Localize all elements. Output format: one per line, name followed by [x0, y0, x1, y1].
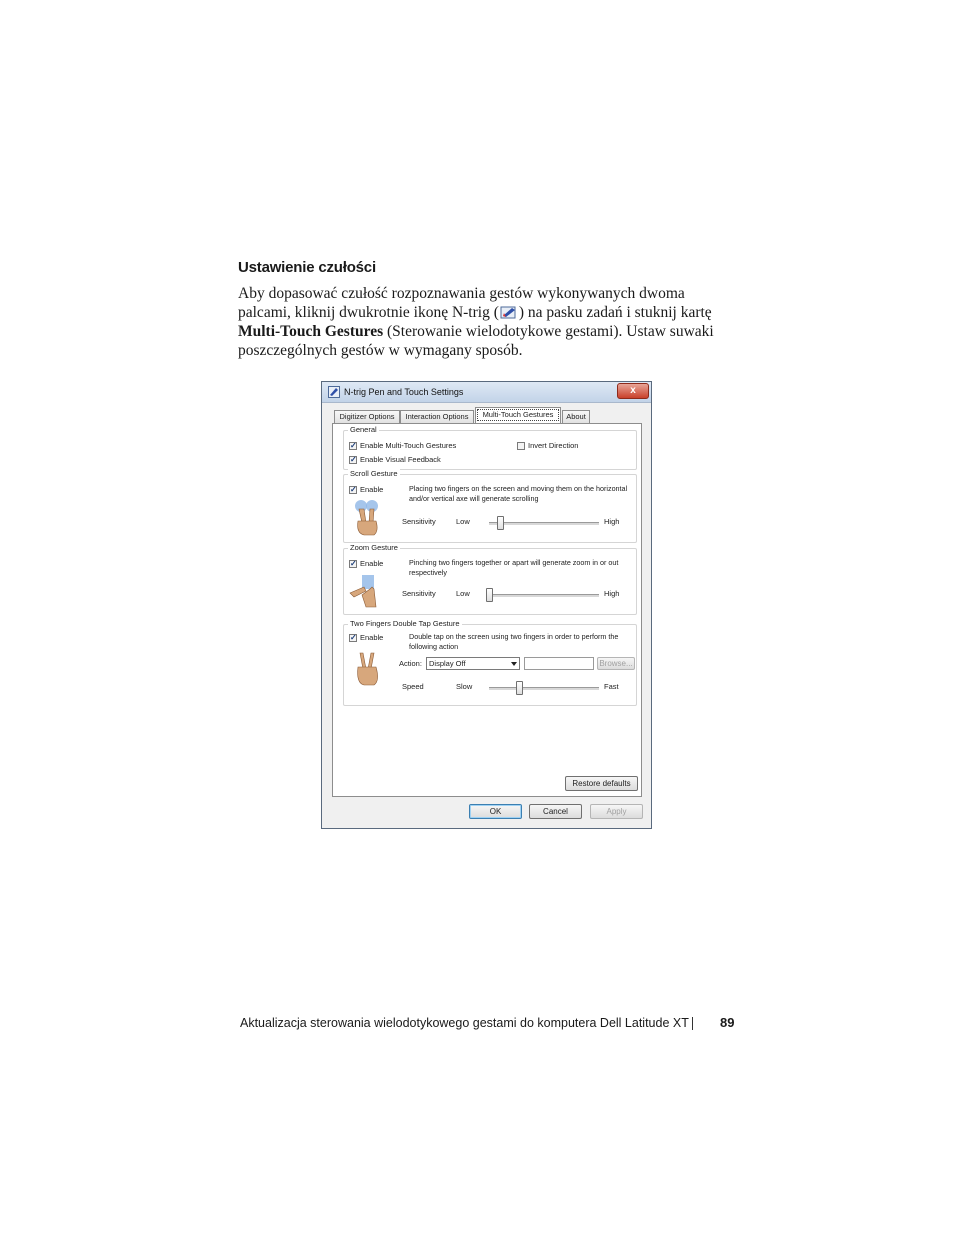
double-tap-hand-icon	[352, 651, 382, 687]
zoom-sensitivity-label: Sensitivity	[402, 589, 436, 598]
action-dropdown[interactable]	[426, 657, 520, 670]
scroll-low-label: Low	[456, 517, 470, 526]
tab-interaction-options[interactable]: Interaction Options	[400, 410, 474, 423]
scroll-sensitivity-track	[489, 522, 599, 525]
browse-button[interactable]: Browse...	[597, 657, 635, 670]
cancel-button[interactable]: Cancel	[529, 804, 582, 819]
zoom-low-label: Low	[456, 589, 470, 598]
scroll-sensitivity-label: Sensitivity	[402, 517, 436, 526]
tab-multi-touch-gestures[interactable]: Multi-Touch Gestures	[475, 407, 561, 423]
ok-button[interactable]: OK	[469, 804, 522, 819]
slow-label: Slow	[456, 682, 473, 691]
chevron-down-icon	[511, 662, 517, 666]
section-heading: Ustawienie czułości	[238, 259, 376, 276]
double-tap-description: Double tap on the screen using two fingers in order to perform the following action	[409, 632, 619, 651]
zoom-enable-label: Enable	[360, 559, 384, 568]
scroll-sensitivity-slider[interactable]	[497, 516, 504, 530]
tab-digitizer-options[interactable]: Digitizer Options	[334, 410, 400, 423]
speed-track	[489, 687, 599, 690]
dialog-titlebar	[322, 382, 651, 403]
zoom-description: Pinching two fingers together or apart will generate zoom in or out respectively	[409, 558, 619, 577]
ntrig-pen-icon	[500, 305, 518, 320]
tab-about[interactable]: About	[562, 410, 590, 423]
general-group	[343, 425, 637, 470]
para-part2: ) na pasku zadań i stuknij kartę	[518, 304, 712, 321]
double-tap-title: Two Fingers Double Tap Gesture	[350, 619, 460, 628]
scroll-enable-label: Enable	[360, 485, 384, 494]
zoom-group	[343, 543, 637, 615]
close-button[interactable]	[617, 383, 649, 399]
para-part1: Aby dopasować czułość rozpoznawania gestów wykonywanych dwoma palcami, kliknij dwukrotnie ikonę N-trig (	[238, 285, 685, 321]
ntrig-app-icon	[328, 386, 340, 398]
scroll-gesture-hand-icon	[352, 499, 382, 537]
invert-direction-checkbox[interactable]	[517, 442, 525, 450]
zoom-enable-checkbox[interactable]: ✓	[350, 559, 357, 568]
double-tap-enable-label: Enable	[360, 633, 384, 642]
enable-visual-feedback-label: Enable Visual Feedback	[360, 455, 441, 464]
instruction-paragraph	[238, 284, 738, 360]
ntrig-settings-dialog	[321, 381, 652, 829]
scroll-description: Placing two fingers on the screen and moving them on the horizontal and/or vertical axe will generate scrolling	[409, 484, 628, 503]
footer-text: Aktualizacja sterowania wielodotykowego gestami do komputera Dell Latitude XT	[240, 1016, 689, 1030]
scroll-title: Scroll Gesture	[350, 469, 398, 478]
footer-separator	[692, 1017, 693, 1030]
para-bold: Multi-Touch Gestures	[238, 323, 384, 340]
action-label: Action:	[399, 659, 422, 668]
zoom-sensitivity-slider[interactable]	[486, 588, 493, 602]
action-dropdown-value: Display Off	[429, 659, 466, 668]
apply-button[interactable]: Apply	[590, 804, 643, 819]
scroll-high-label: High	[604, 517, 620, 526]
speed-label: Speed	[402, 682, 424, 691]
enable-multitouch-label: Enable Multi-Touch Gestures	[360, 441, 457, 450]
zoom-high-label: High	[604, 589, 620, 598]
zoom-title: Zoom Gesture	[350, 543, 398, 552]
tab-panel	[332, 423, 642, 797]
enable-multitouch-checkbox[interactable]: ✓	[350, 441, 357, 450]
zoom-sensitivity-track	[489, 594, 599, 597]
action-path-input[interactable]	[524, 657, 594, 670]
zoom-gesture-hand-icon	[348, 573, 386, 611]
para-part3: (Sterowanie wielodotykowe gestami). Ustaw suwaki poszczególnych gestów w wymagany sposób.	[238, 323, 714, 359]
scroll-enable-checkbox[interactable]: ✓	[350, 485, 357, 494]
fast-label: Fast	[604, 682, 619, 691]
invert-direction-label: Invert Direction	[528, 441, 579, 450]
close-icon: x	[630, 385, 636, 396]
dialog-title: N-trig Pen and Touch Settings	[344, 387, 464, 397]
speed-slider[interactable]	[516, 681, 523, 695]
general-title: General	[350, 425, 377, 434]
double-tap-enable-checkbox[interactable]: ✓	[350, 633, 357, 642]
enable-visual-feedback-checkbox[interactable]: ✓	[350, 455, 357, 464]
page-number: 89	[720, 1015, 735, 1030]
restore-defaults-button[interactable]: Restore defaults	[565, 776, 638, 791]
scroll-group	[343, 469, 637, 543]
double-tap-group	[343, 619, 637, 706]
